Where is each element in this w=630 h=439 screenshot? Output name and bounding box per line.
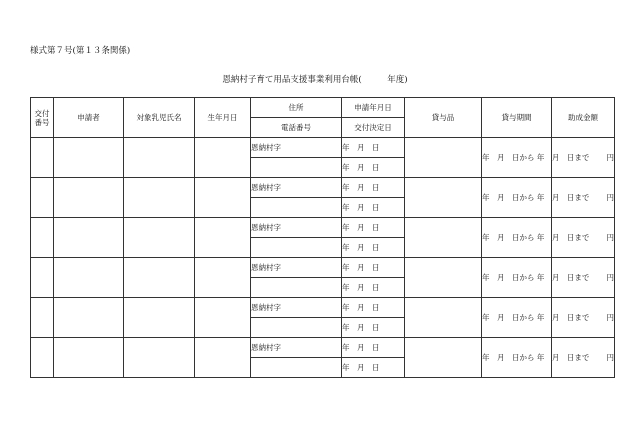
cell-delivery-no: [31, 298, 54, 338]
cell-decision-date: 年 月 日: [342, 238, 405, 258]
cell-phone: [251, 158, 342, 178]
cell-apply-date: 年 月 日: [342, 298, 405, 318]
cell-address: 恩納村字: [251, 138, 342, 158]
cell-decision-date: 年 月 日: [342, 278, 405, 298]
cell-apply-date: 年 月 日: [342, 138, 405, 158]
cell-applicant: [54, 178, 124, 218]
cell-period: 年 月 日から 年 月 日まで: [482, 338, 552, 378]
cell-applicant: [54, 338, 124, 378]
cell-item: [405, 138, 482, 178]
cell-address: 恩納村字: [251, 298, 342, 318]
header-birthdate: 生年月日: [195, 98, 251, 138]
cell-phone: [251, 318, 342, 338]
ledger-row: [31, 178, 615, 198]
cell-address: 恩納村字: [251, 258, 342, 278]
header-phone: 電話番号: [251, 118, 342, 138]
cell-birthdate: [195, 258, 251, 298]
ledger-row: [31, 338, 615, 358]
cell-period: 年 月 日から 年 月 日まで: [482, 258, 552, 298]
cell-item: [405, 298, 482, 338]
cell-delivery-no: [31, 138, 54, 178]
ledger-row: [31, 138, 615, 158]
cell-amount: 円: [552, 298, 615, 338]
header-child-name: 対象乳児氏名: [124, 98, 195, 138]
header-applicant: 申請者: [54, 98, 124, 138]
cell-item: [405, 338, 482, 378]
cell-amount: 円: [552, 218, 615, 258]
cell-delivery-no: [31, 178, 54, 218]
cell-item: [405, 218, 482, 258]
cell-birthdate: [195, 178, 251, 218]
cell-address: 恩納村字: [251, 178, 342, 198]
cell-amount: 円: [552, 338, 615, 378]
cell-birthdate: [195, 338, 251, 378]
ledger-table: [30, 97, 615, 378]
ledger-row: [31, 218, 615, 238]
header-period: 貸与期間: [482, 98, 552, 138]
cell-amount: 円: [552, 178, 615, 218]
cell-birthdate: [195, 138, 251, 178]
cell-apply-date: 年 月 日: [342, 338, 405, 358]
cell-applicant: [54, 138, 124, 178]
cell-item: [405, 258, 482, 298]
cell-child-name: [124, 258, 195, 298]
cell-amount: 円: [552, 258, 615, 298]
header-item: 貸与品: [405, 98, 482, 138]
cell-period: 年 月 日から 年 月 日まで: [482, 298, 552, 338]
cell-period: 年 月 日から 年 月 日まで: [482, 178, 552, 218]
cell-child-name: [124, 218, 195, 258]
cell-applicant: [54, 218, 124, 258]
ledger-row: [31, 258, 615, 278]
cell-address: 恩納村字: [251, 338, 342, 358]
cell-phone: [251, 198, 342, 218]
cell-decision-date: 年 月 日: [342, 158, 405, 178]
cell-address: 恩納村字: [251, 218, 342, 238]
cell-apply-date: 年 月 日: [342, 178, 405, 198]
cell-phone: [251, 358, 342, 378]
header-amount: 助成金額: [552, 98, 615, 138]
cell-period: 年 月 日から 年 月 日まで: [482, 218, 552, 258]
ledger-row: [31, 298, 615, 318]
document-title: 恩納村子育て用品支援事業利用台帳( 年度): [222, 75, 408, 85]
cell-delivery-no: [31, 218, 54, 258]
cell-apply-date: 年 月 日: [342, 258, 405, 278]
cell-birthdate: [195, 298, 251, 338]
cell-birthdate: [195, 218, 251, 258]
cell-item: [405, 178, 482, 218]
cell-child-name: [124, 298, 195, 338]
header-decision-date: 交付決定日: [342, 118, 405, 138]
cell-apply-date: 年 月 日: [342, 218, 405, 238]
cell-delivery-no: [31, 258, 54, 298]
cell-applicant: [54, 298, 124, 338]
cell-decision-date: 年 月 日: [342, 358, 405, 378]
form-label: 様式第７号(第１３条関係): [30, 46, 131, 56]
cell-child-name: [124, 138, 195, 178]
cell-amount: 円: [552, 138, 615, 178]
cell-phone: [251, 278, 342, 298]
cell-child-name: [124, 178, 195, 218]
header-address: 住所: [251, 98, 342, 118]
header-apply-date: 申請年月日: [342, 98, 405, 118]
cell-decision-date: 年 月 日: [342, 318, 405, 338]
cell-decision-date: 年 月 日: [342, 198, 405, 218]
cell-delivery-no: [31, 338, 54, 378]
cell-child-name: [124, 338, 195, 378]
header-delivery-no: 交付 番号: [31, 98, 54, 138]
ledger-body: [31, 138, 615, 378]
cell-period: 年 月 日から 年 月 日まで: [482, 138, 552, 178]
cell-phone: [251, 238, 342, 258]
cell-applicant: [54, 258, 124, 298]
